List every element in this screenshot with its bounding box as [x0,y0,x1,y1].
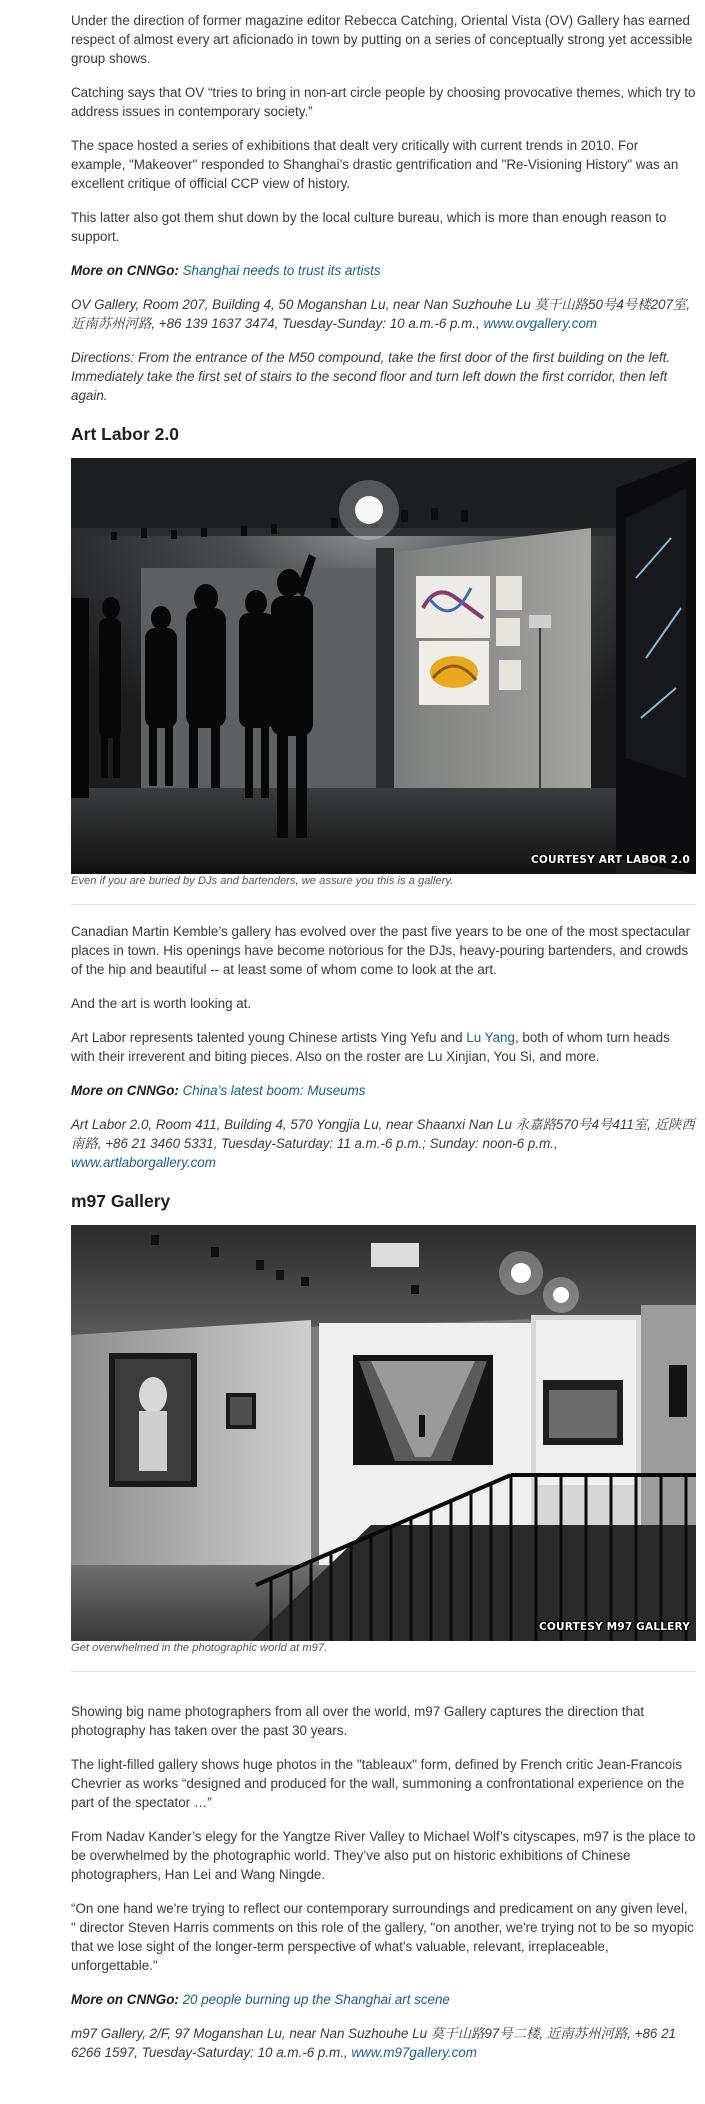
more-label: More on CNNGo: [71,1992,179,2007]
gallery-address [71,1115,696,1172]
paragraph [71,1028,696,1066]
paragraph-text: Art Labor represents talented young Chinese artists Ying Yefu and [71,1030,467,1045]
website-link[interactable]: www.ovgallery.com [483,316,598,331]
photo-credit: COURTESY ART LABOR 2.0 [531,854,690,866]
paragraph: From Nadav Kander’s elegy for the Yangtze River Valley to Michael Wolf’s cityscapes, m97 is the place to be overwhelmed by the photographic world. They’ve also put on historic exhibitions of Chinese photographers, Han Lei and Wang Ningde. [71,1829,696,1882]
website-link[interactable]: www.artlaborgallery.com [71,1155,216,1170]
paragraph: Showing big name photographers from all over the world, m97 Gallery captures the direction that photography has taken over the past 30 years. [71,1704,645,1738]
article-body [71,0,696,2062]
more-on-cnngo [71,1990,696,2009]
paragraph: Under the direction of former magazine editor Rebecca Catching, Oriental Vista (OV) Gallery has earned respect of almost every art aficionado in town by putting on a series of conceptually strong yet accessible group shows. [71,13,693,66]
divider [71,904,696,905]
address-text: m97 Gallery, 2/F, 97 Moganshan Lu, near Nan Suzhouhe Lu 莫干山路97号二楼, 近南苏州河路, +86 21 6266 1597, Tuesday-Saturday: 10 a.m.-6 p.m., [71,2026,676,2060]
photo-caption: Even if you are buried by DJs and bartenders, we assure you this is a gallery. [71,875,454,887]
more-label: More on CNNGo: [71,1083,179,1098]
related-article-link[interactable]: Shanghai needs to trust its artists [182,263,381,278]
section-heading: m97 Gallery [71,1191,171,1211]
paragraph: And the art is worth looking at. [71,996,252,1011]
paragraph: “On one hand we're trying to reflect our contemporary surroundings and predicament on any given level, " director Steven Harris comments on this role of the gallery, "on another, we're trying not to be so myopic that we lose sight of the longer-term perspective of what's valuable, relevant, irreplaceable, unforgettable." [71,1901,694,1973]
paragraph: This latter also got them shut down by the local culture bureau, which is more than enough reason to support. [71,210,667,244]
paragraph: The space hosted a series of exhibitions that dealt very critically with current trends in 2010. For example, "Makeover" responded to Shanghai’s drastic gentrification and "Re-Visioning History" was an excellent critique of official CCP view of history. [71,138,679,191]
related-article-link[interactable]: China’s latest boom: Museums [182,1083,366,1098]
address-text: OV Gallery, Room 207, Building 4, 50 Moganshan Lu, near Nan Suzhouhe Lu 莫干山路50号4号楼207室, 近南苏州河路, +86 139 1637 3474, Tuesday-Sunday: 10 a.m.-6 p.m., [71,297,691,331]
address-text: Art Labor 2.0, Room 411, Building 4, 570 Yongjia Lu, near Shaanxi Nan Lu 永嘉路570号4号411室, 近陕西南路, +86 21 3460 5331, Tuesday-Saturday: 11 a.m.-6 p.m.; Sunday: noon-6 p.m., [71,1117,695,1151]
paragraph: Canadian Martin Kemble’s gallery has evolved over the past five years to be one of the most spectacular places in town. His openings have become notorious for the DJs, heavy-pouring bartenders, and crowds of the hip and beautiful -- at least some of whom come to look at the art. [71,924,691,977]
paragraph: The light-filled gallery shows huge photos in the "tableaux" form, defined by French critic Jean-Francois Chevrier as works “designed and produced for the wall, summoning a confrontational experience on the part of the spectator …” [71,1757,685,1810]
photo-caption: Get overwhelmed in the photographic world at m97. [71,1642,328,1654]
gallery-photo [71,1225,696,1641]
gallery-address [71,2024,696,2062]
directions: Directions: From the entrance of the M50 compound, take the first door of the first building on the left. Immediately take the first set of stairs to the second floor and turn left down the first corridor, then left again. [71,350,671,403]
paragraph-text: , both of whom turn heads with their irreverent and biting pieces. Also on the roster are Lu Xinjian, You Si, and more. [71,1030,670,1064]
section-heading: Art Labor 2.0 [71,424,179,444]
website-link[interactable]: www.m97gallery.com [351,2045,477,2060]
more-on-cnngo [71,261,696,280]
art-labor-photo-illustration [71,458,696,874]
photo-credit: COURTESY M97 GALLERY [538,1621,690,1633]
more-on-cnngo [71,1081,696,1100]
m97-photo-illustration [71,1225,696,1641]
artist-link[interactable]: Lu Yang [466,1030,515,1045]
gallery-address [71,295,696,333]
gallery-photo [71,458,696,874]
divider [71,1671,696,1672]
paragraph: Catching says that OV “tries to bring in non-art circle people by choosing provocative themes, which try to address issues in contemporary society.” [71,85,696,119]
more-label: More on CNNGo: [71,263,179,278]
related-article-link[interactable]: 20 people burning up the Shanghai art scene [182,1992,450,2007]
